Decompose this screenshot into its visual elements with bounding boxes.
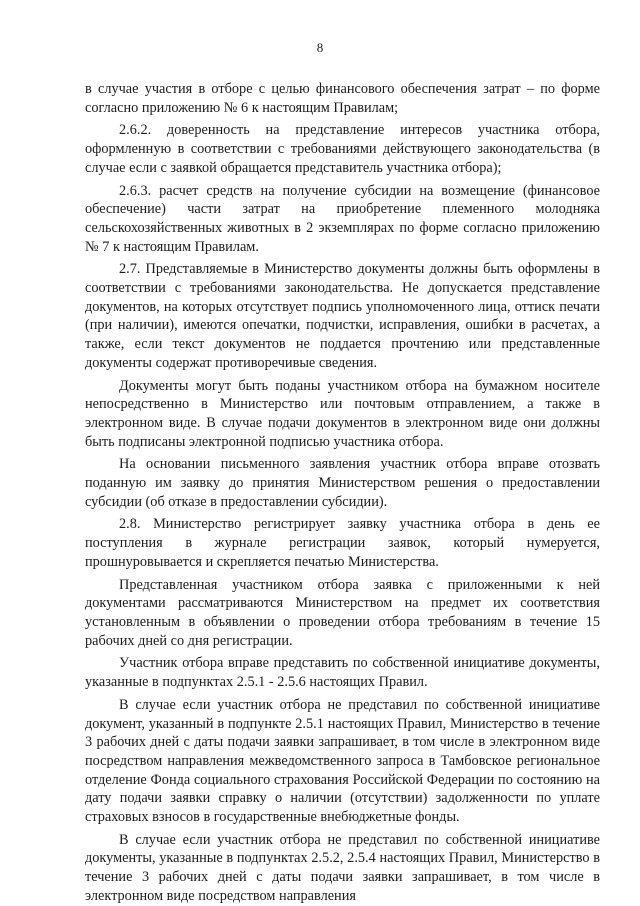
- paragraph-request-2-5-1: В случае если участник отбора не представил по собственной инициативе документ, указанный в подпункте 2.5.1 настоящих Правил, Министерство в течение 3 рабочих дней с даты подачи заявки запрашивает, в том числе в электронном виде посредством направления межведомственного запроса в Тамбовское региональное отделение Фонда социального страхования Российской Федерации по состоянию на дату подачи заявки справку о наличии (отсутствии) задолженности по уплате страховых взносов в государственные внебюджетные фонды.: [85, 696, 600, 826]
- paragraph-withdrawal: На основании письменного заявления участник отбора вправе отозвать поданную им заявку до принятия Министерством решения о предоставлении субсидии (об отказе в предоставлении субсидии).: [85, 456, 600, 510]
- paragraph-documents-submission: Документы могут быть поданы участником отбора на бумажном носителе непосредственно в Министерство или почтовым отправлением, а также в электронном виде. В случае подачи документов в электронном виде они должны быть подписаны электронной подписью участника отбора.: [85, 377, 600, 450]
- paragraph-2-7: 2.7. Представляемые в Министерство документы должны быть оформлены в соответствии с требованиями законодательства. Не допускается представление документов, на которых отсутствует подпись уполномоченного лица, оттиск печати (при наличии), имеются опечатки, подчистки, исправления, ошибки в расчетах, а также, если текст документов не поддается прочтению или представленные документы содержат противоречивые сведения.: [85, 261, 600, 371]
- paragraph-review: Представленная участником отбора заявка с приложенными к ней документами рассматриваются Министерством на предмет их соответствия установленным в объявлении о проведении отбора требованиям в течение 15 рабочих дней со дня регистрации.: [85, 576, 600, 649]
- paragraph-own-initiative: Участник отбора вправе представить по собственной инициативе документы, указанные в подпунктах 2.5.1 - 2.5.6 настоящих Правил.: [85, 655, 600, 691]
- paragraph-request-2-5-2: В случае если участник отбора не представил по собственной инициативе документы, указанные в подпунктах 2.5.2, 2.5.4 настоящих Правил, Министерство в течение 3 рабочих дней с даты подачи заявки запрашивает, в том числе в электронном виде посредством направления: [85, 831, 600, 904]
- paragraph-continuation: в случае участия в отборе с целью финансового обеспечения затрат – по форме согласно приложению № 6 к настоящим Правилам;: [85, 81, 600, 116]
- page-number: 8: [316, 40, 324, 55]
- paragraph-2-8: 2.8. Министерство регистрирует заявку участника отбора в день ее поступления в журнале регистрации заявок, который нумеруется, прошнуровывается и скрепляется печатью Министерства.: [85, 516, 600, 570]
- paragraph-2-6-3: 2.6.3. расчет средств на получение субсидии на возмещение (финансовое обеспечение) части затрат на приобретение племенного молодняка сельскохозяйственных животных в 2 экземплярах по форме согласно приложению № 7 к настоящим Правилам.: [85, 182, 600, 255]
- paragraph-2-6-2: 2.6.2. доверенность на представление интересов участника отбора, оформленную в соответствии с требованиями действующего законодательства (в случае если с заявкой обращается представитель участника отбора);: [85, 122, 600, 176]
